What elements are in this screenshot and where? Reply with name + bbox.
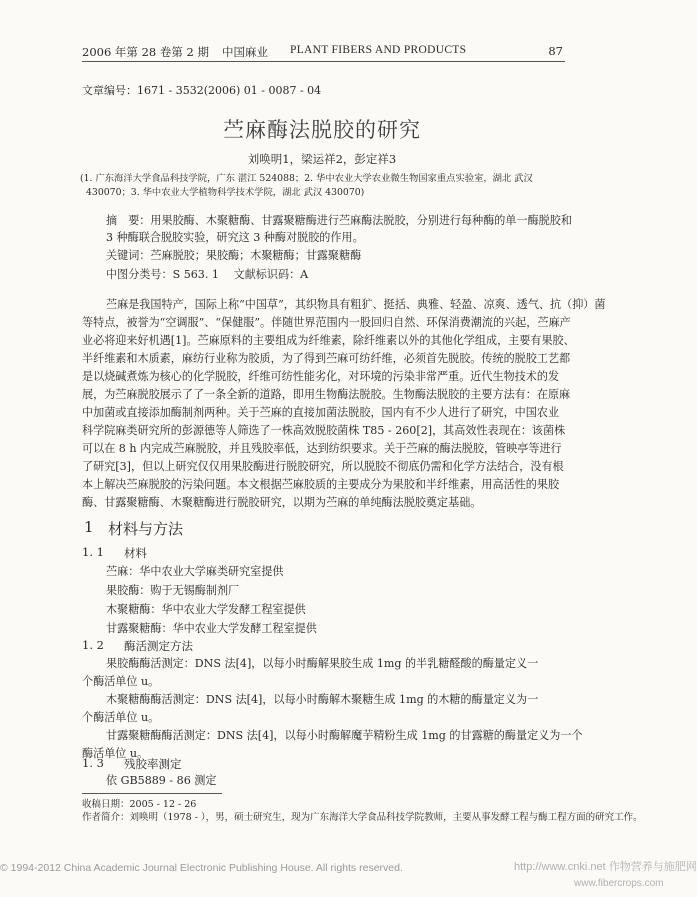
author-bio: 作者简介：刘唤明（1978 - ），男，硕士研究生，现为广东海洋大学食品科技学院教师，主要从事发酵工程与酶工程方面的研究工作。 [82, 812, 643, 823]
xylanase-method-line-2: 个酶活单位 u。 [82, 711, 160, 724]
paper-title: 苎麻酶法脱胶的研究 [223, 118, 421, 142]
intro-line: 中加菌或直接添加酶制剂两种。关于苎麻的直接加菌法脱胶，国内有不少人进行了研究，中国农业 [82, 406, 560, 419]
header-rule [82, 61, 565, 62]
running-header [82, 44, 562, 60]
intro-line: 本上解决苎麻脱胶的污染问题。本文根据苎麻胶质的主要成分为果胶和半纤维素，用高活性的果胶 [82, 478, 560, 491]
subsection-1-2-number: 1. 2 [82, 638, 104, 652]
intro-line: 半纤维素和木质素，麻纺行业称为胶质，为了得到苎麻可纺纤维，必须首先脱胶。传统的脱胶工艺都 [82, 352, 571, 365]
issue-info: 2006 年第 28 卷第 2 期 [82, 45, 209, 59]
affiliation-line-1: (1. 广东海洋大学食品科技学院，广东 湛江 524088；2. 华中农业大学农业微生物国家重点实验室，湖北 武汉 [80, 173, 533, 184]
watermark-line-1: http://www.cnki.net 作物营养与施肥网 [514, 861, 697, 873]
pectinase-method-line-2: 个酶活单位 u。 [82, 675, 160, 688]
journal-name-cn: 中国麻业 [222, 45, 268, 59]
intro-line: 可以在 8 h 内完成苎麻脱胶，并且残胶率低，达到纺织要求。关于苎麻的酶法脱胶，管映亭等进行 [82, 442, 562, 455]
classification: 中图分类号：S 563. 1 文献标识码：A [106, 268, 309, 281]
received-date: 收稿日期：2005 - 12 - 26 [82, 799, 197, 810]
affiliation-line-2: 430070；3. 华中农业大学植物科学技术学院，湖北 武汉 430070) [86, 187, 365, 198]
intro-line: 酶、甘露聚糖酶、木聚糖酶进行脱胶研究，以期为苎麻的单纯酶法脱胶奠定基础。 [82, 496, 482, 509]
intro-line: 等特点，被誉为“空调服”、“保健服”。伴随世界范围内一股回归自然、环保消费潮流的兴起，苎麻产 [82, 316, 571, 329]
authors: 刘唤明1，梁运祥2，彭定祥3 [247, 152, 397, 166]
material-pectinase: 果胶酶：购于无锡酶制剂厂 [106, 584, 240, 597]
intro-line: 科学院麻类研究所的彭源德等人筛选了一株高效脱胶菌株 T85 - 260[2]，其高效性表现在：该菌株 [82, 424, 566, 437]
intro-line: 业必将迎来好机遇[1]。苎麻原料的主要组成为纤维素，除纤维素以外的其他化学组成，主要有果胶、 [82, 334, 575, 347]
copyright-notice: © 1994-2012 China Academic Journal Electronic Publishing House. All rights reserved. [0, 862, 403, 874]
xylanase-method-line-1: 木聚糖酶酶活测定：DNS 法[4]，以每小时酶解木聚糖生成 1mg 的木糖的酶量定义为一 [106, 693, 539, 706]
footnote-rule [82, 793, 222, 794]
journal-name-en: PLANT FIBERS AND PRODUCTS [290, 44, 467, 56]
mannanase-method-line-2: 酶活单位 u。 [82, 747, 149, 760]
keywords: 关键词：苎麻脱胶；果胶酶；木聚糖酶；甘露聚糖酶 [106, 249, 362, 262]
subsection-1-3-number: 1. 3 [82, 756, 104, 770]
pectinase-method-line-1: 果胶酶酶活测定：DNS 法[4]，以每小时酶解果胶生成 1mg 的半乳糖醛酸的酶量定义一 [106, 657, 539, 670]
subsection-1-1-number: 1. 1 [82, 545, 104, 559]
abstract-line-2: 3 种酶联合脱胶实验，研究这 3 种酶对脱胶的作用。 [106, 231, 364, 244]
watermark-line-2: www.fibercrops.com [574, 878, 664, 889]
subsection-1-2-title: 酶活测定方法 [124, 639, 193, 653]
subsection-1-3-title: 残胶率测定 [124, 757, 182, 771]
intro-line: 是以烧碱煮炼为核心的化学脱胶，纤维可纺性能劣化，对环境的污染非常严重。近代生物技术的发 [82, 370, 560, 383]
material-mannanase: 甘露聚糖酶：华中农业大学发酵工程室提供 [106, 622, 317, 635]
page-number: 87 [548, 44, 563, 58]
material-xylanase: 木聚糖酶：华中农业大学发酵工程室提供 [106, 603, 306, 616]
residual-gum-method: 依 GB5889 - 86 测定 [106, 774, 217, 787]
intro-line: 展，为苎麻脱胶展示了了一条全新的道路，即用生物酶法脱胶。生物酶法脱胶的主要方法有：在原麻 [82, 388, 571, 401]
abstract-line-1: 摘 要：用果胶酶、木聚糖酶、甘露聚糖酶进行苎麻酶法脱胶，分别进行每种酶的单一酶脱胶和 [106, 214, 572, 227]
material-ramie: 苎麻：华中农业大学麻类研究室提供 [106, 565, 284, 578]
intro-line: 苎麻是我国特产，国际上称“中国草”，其织物具有粗犷、挺括、典雅、轻盈、凉爽、透气、抗（抑）菌 [106, 298, 606, 311]
section-1-title: 材料与方法 [108, 520, 184, 538]
article-number: 文章编号：1671 - 3532(2006) 01 - 0087 - 04 [82, 84, 322, 97]
section-1-number: 1 [84, 518, 94, 536]
intro-line: 了研究[3]，但以上研究仅仅用果胶酶进行脱胶研究，所以脱胶不彻底仍需和化学方法结合，没有根 [82, 460, 564, 473]
mannanase-method-line-1: 甘露聚糖酶酶活测定：DNS 法[4]，以每小时酶解魔芋精粉生成 1mg 的甘露糖的酶量定义为一个 [106, 729, 583, 742]
subsection-1-1-title: 材料 [124, 546, 147, 560]
